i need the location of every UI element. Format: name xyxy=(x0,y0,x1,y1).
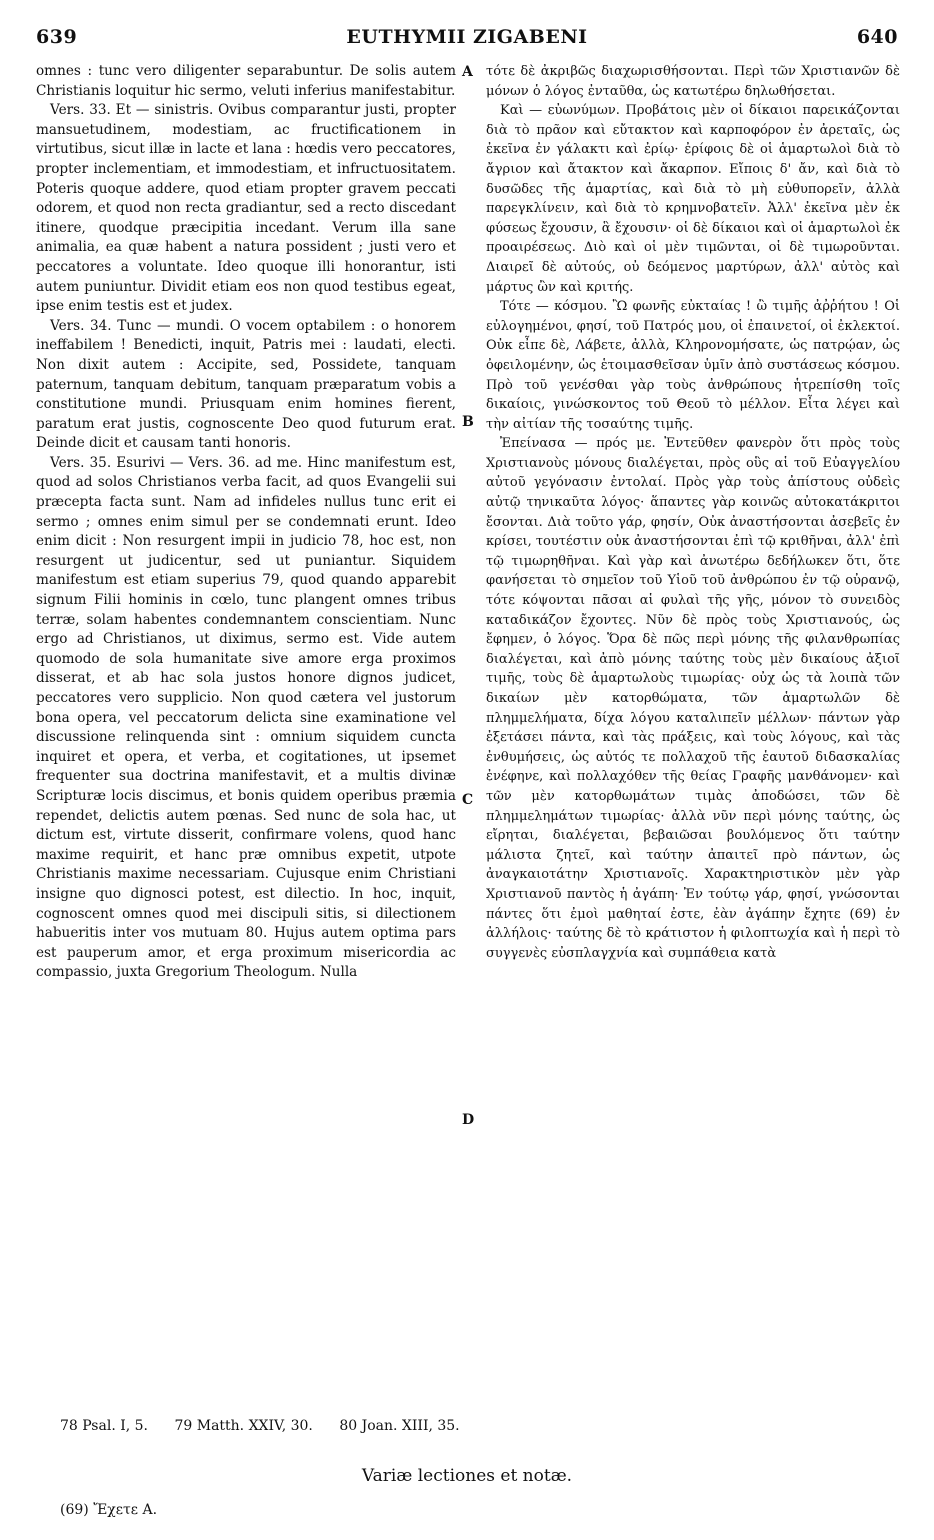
variant-note: (69) Ἔχετε Α. xyxy=(60,1502,158,1518)
latin-paragraph: Vers. 34. Tunc — mundi. O vocem optabilem : o honorem ineffabilem ! Benedicti, inquit, Patris mei : laudati, electi. Non dixit autem : Accipite, sed, Possidete, tanquam paternum, tanquam debitum, tanquam præparatum vobis a constitutione mundi. Priusquam enim homines fierent, paratum erat justis, cognoscente Deo quod futurum erat. Deinde dicit et causam tanti honoris. xyxy=(36,317,456,452)
margin-letter-a: A xyxy=(462,64,473,80)
greek-paragraph: Ἐπείνασα — πρός με. Ἐντεῦθεν φανερὸν ὅτι πρὸς τοὺς Χριστιανοὺς μόνους διαλέγεται, πρὸς οὓς αἱ τοῦ Εὐαγγελίου αὐτοῦ γεγόνασιν ἐντολαί. Πρὸς γὰρ τοὺς ἀπίστους οὐδεὶς αὐτῷ τηνικαῦτα λόγος· ἅπαντες γὰρ κοινῶς αὐτοκατάκριτοι ἔσονται. Διὰ τοῦτο γάρ, φησίν, Οὐκ ἀναστήσονται ἀσεβεῖς ἐν κρίσει, τουτέστιν οὐκ ἀναστήσονται ἐπὶ τῷ κριθῆναι, ἀλλ' ἐπὶ τῷ τιμωρηθῆναι. Καὶ γὰρ καὶ ἀνωτέρω δεδήλωκεν ὅτι, ὅτε φανήσεται τὸ σημεῖον τοῦ Υἱοῦ τοῦ ἀνθρώπου ἐν τῷ οὐρανῷ, τότε κόψονται πᾶσαι αἱ φυλαὶ τῆς γῆς, μόνον τὸ συνειδὸς καταδικάζον ἔχοντες. Νῦν δὲ πρὸς τοὺς Χριστιανούς, ὡς ἔφημεν, ὁ λόγος. Ὅρα δὲ πῶς περὶ μόνης τῆς φιλανθρωπίας διαλέγεται, καὶ ἀπὸ μόνης ταύτης τοὺς μὲν δικαίους ἀξιοῖ τιμῆς, τοὺς δὲ ἁμαρτωλοὺς τιμωρίας· οὐχ ὡς τὰ λοιπὰ τῶν δικαίων μὲν κατορθώματα, τῶν ἁμαρτωλῶν δὲ πλημμελήματα, δίχα λόγου καταλιπεῖν μέλλων· πάντων γὰρ ἐξετάσει πάντα, καὶ τὰς πράξεις, καὶ τοὺς λόγους, καὶ τὰς ἐνθυμήσεις, ὡς αὐτός τε πολλαχοῦ τῆς ἑαυτοῦ διδασκαλίας ἐνέφηνε, καὶ πολλαχόθεν τῆς θείας Γραφῆς μανθάνομεν· καὶ τῶν μὲν κατορθωμάτων τιμὰς ἀποδώσει, τῶν δὲ πλημμελημάτων τιμωρίας· ἀλλὰ νῦν περὶ μόνης ταύτης, ὡς εἴρηται, διαλέγεται, βεβαιῶσαι βουλόμενος ὅτι ταύτην μάλιστα ζητεῖ, καὶ ταύτην ἀπαιτεῖ πρὸ πάντων, ὡς ἀναγκαιοτάτην Χριστιανοῖς. Χαρακτηριστικὸν μὲν γὰρ Χριστιανοῦ παντὸς ἡ ἀγάπη· Ἐν τούτῳ γάρ, φησί, γνώσονται πάντες ὅτι ἐμοὶ μαθηταί ἐστε, ἐὰν ἀγάπην ἔχητε (69) ἐν ἀλλήλοις· ταύτης δὲ τὸ κράτιστον ἡ φιλοπτωχία καὶ ἡ περὶ τὸ συγγενὲς εὐσπλαγχνία καὶ συμπάθεια κατὰ xyxy=(486,436,900,961)
footnotes xyxy=(60,1418,482,1434)
greek-column xyxy=(486,62,900,963)
latin-paragraph: omnes : tunc vero diligenter separabuntur. De solis autem Christianis loquitur hic sermo, veluti inferius manifestabitur. xyxy=(36,63,456,99)
page-number-left: 639 xyxy=(36,26,78,48)
latin-column xyxy=(36,62,456,983)
margin-letter-d: D xyxy=(462,1112,475,1128)
latin-paragraph: Vers. 35. Esurivi — Vers. 36. ad me. Hinc manifestum est, quod ad solos Christianos verba facit, ad quos Evangelii sui præcepta facta sunt. Nam ad infideles nullus tunc erit ei sermo ; omnes enim simul per se condemnati erunt. Ideo enim dicit : Non resurgent impii in judicio 78, hoc est, non resurgent ut judicentur, sed ut puniantur. Siquidem manifestum est etiam superius 79, quod quando apparebit signum Filii hominis in cœlo, tunc plangent omnes tribus terræ, solam habentes condemnantem conscientiam. Nunc ergo ad Christianos, ut diximus, sermo est. Vide autem quomodo de sola humanitate sive amore erga proximos disserat, et ab hac sola justos honore dignos judicet, peccatores vero supplicio. Non quod cætera vel justorum bona opera, vel peccatorum delicta sine examinatione vel discussione relinquenda sint : omnium siquidem cuncta inquiret et opera, et verba, et cogitationes, ut ipsemet frequenter sua doctrina manifestavit, et a multis divinæ Scripturæ locis discimus, et bonis quidem operibus præmia rependet, delictis autem pœnas. Sed nunc de sola hac, ut dictum est, virtute disserit, confirmare volens, quod hanc maxime requirit, et hanc præ omnibus expetit, utpote Christianis maxime necessariam. Cujusque enim Christiani insigne quo dignosci potest, est dilectio. In hoc, inquit, cognoscent omnes quod mei discipuli sitis, si dilectionem habueritis inter vos mutuam 80. Hujus autem optima pars est pauperum amor, et erga proximum misericordia ac compassio, juxta Gregorium Theologum. Nulla xyxy=(36,454,456,981)
latin-paragraph: Vers. 33. Et — sinistris. Ovibus comparantur justi, propter mansuetudinem, modestiam, ac fructificationem in virtutibus, sicut illæ in lacte et lana : hœdis vero peccatores, propter inclementiam, et immodestiam, et infructuositatem. Poteris quoque addere, quod etiam propter gravem peccati odorem, et quod non recta gradiantur, sed a recto discedant itinere, quodque præcipitia incedant. Verum illa sane animalia, ea quæ habent a natura possident ; justi vero et peccatores a voluntate. Ideo quoque illi honorantur, isti autem puniuntur. Dividit etiam eos non quod testibus egeat, ipse enim testis est et judex. xyxy=(36,102,456,315)
margin-letter-c: C xyxy=(462,792,474,808)
greek-paragraph: Καὶ — εὐωνύμων. Προβάτοις μὲν οἱ δίκαιοι παρεικάζονται διὰ τὸ πρᾶον καὶ εὔτακτον καὶ καρποφόρον ἐν ἀρεταῖς, ὡς ἐκεῖνα ἐν γάλακτι καὶ ἐρίῳ· ἐρίφοις δὲ οἱ ἁμαρτωλοὶ διὰ τὸ ἄγριον καὶ ἄτακτον καὶ ἄκαρπον. Εἴποις δ' ἄν, καὶ διὰ τὸ δυσῶδες τῆς ἁμαρτίας, καὶ διὰ τὸ μὴ εὐθυπορεῖν, ἀλλὰ παρεγκλίνειν, καὶ διὰ τὸ κρημνοβατεῖν. Ἀλλ' ἐκεῖνα μὲν ἐκ φύσεως ἔχουσιν, ἃ ἔχουσιν· οἱ δὲ δίκαιοι καὶ οἱ ἁμαρτωλοὶ ἐκ προαιρέσεως. Διὸ καὶ οἱ μὲν τιμῶνται, οἱ δὲ τιμωροῦνται. Διαιρεῖ δὲ αὐτούς, οὐ δεόμενος μαρτύρων, ἀλλ' αὐτὸς καὶ μάρτυς ὢν καὶ κριτής. xyxy=(486,103,900,295)
footnote: 78 Psal. I, 5. xyxy=(60,1418,149,1434)
margin-letter-b: B xyxy=(462,414,474,430)
page-number-right: 640 xyxy=(856,26,898,48)
footnote: 80 Joan. XIII, 35. xyxy=(339,1418,460,1434)
running-title: EUTHYMII ZIGABENI xyxy=(346,26,588,48)
variae-lectiones-heading: Variæ lectiones et notæ. xyxy=(361,1466,573,1486)
footnote: 79 Matth. XXIV, 30. xyxy=(174,1418,313,1434)
greek-paragraph: τότε δὲ ἀκριβῶς διαχωρισθήσονται. Περὶ τῶν Χριστιανῶν δὲ μόνων ὁ λόγος ἐνταῦθα, ὡς κατωτέρω δηλωθήσεται. xyxy=(486,64,900,99)
greek-paragraph: Τότε — κόσμου. Ὢ φωνῆς εὐκταίας ! ὢ τιμῆς ἀῤῥήτου ! Οἱ εὐλογημένοι, φησί, τοῦ Πατρός μου, οἱ ἐπαινετοί, οἱ ἐκλεκτοί. Οὐκ εἶπε δὲ, Λάβετε, ἀλλὰ, Κληρονομήσατε, ὡς πατρῴαν, ὡς ὀφειλομένην, ὡς ἑτοιμασθεῖσαν ὑμῖν ἀπὸ συστάσεως κόσμου. Πρὸ τοῦ γενέσθαι γὰρ τοὺς ἀνθρώπους ἡτρεπίσθη τοῖς δικαίοις, γινώσκοντος τοῦ Θεοῦ τὸ μέλλον. Εἶτα λέγει καὶ τὴν αἰτίαν τῆς τοσαύτης τιμῆς. xyxy=(486,299,900,432)
running-header xyxy=(36,26,898,52)
